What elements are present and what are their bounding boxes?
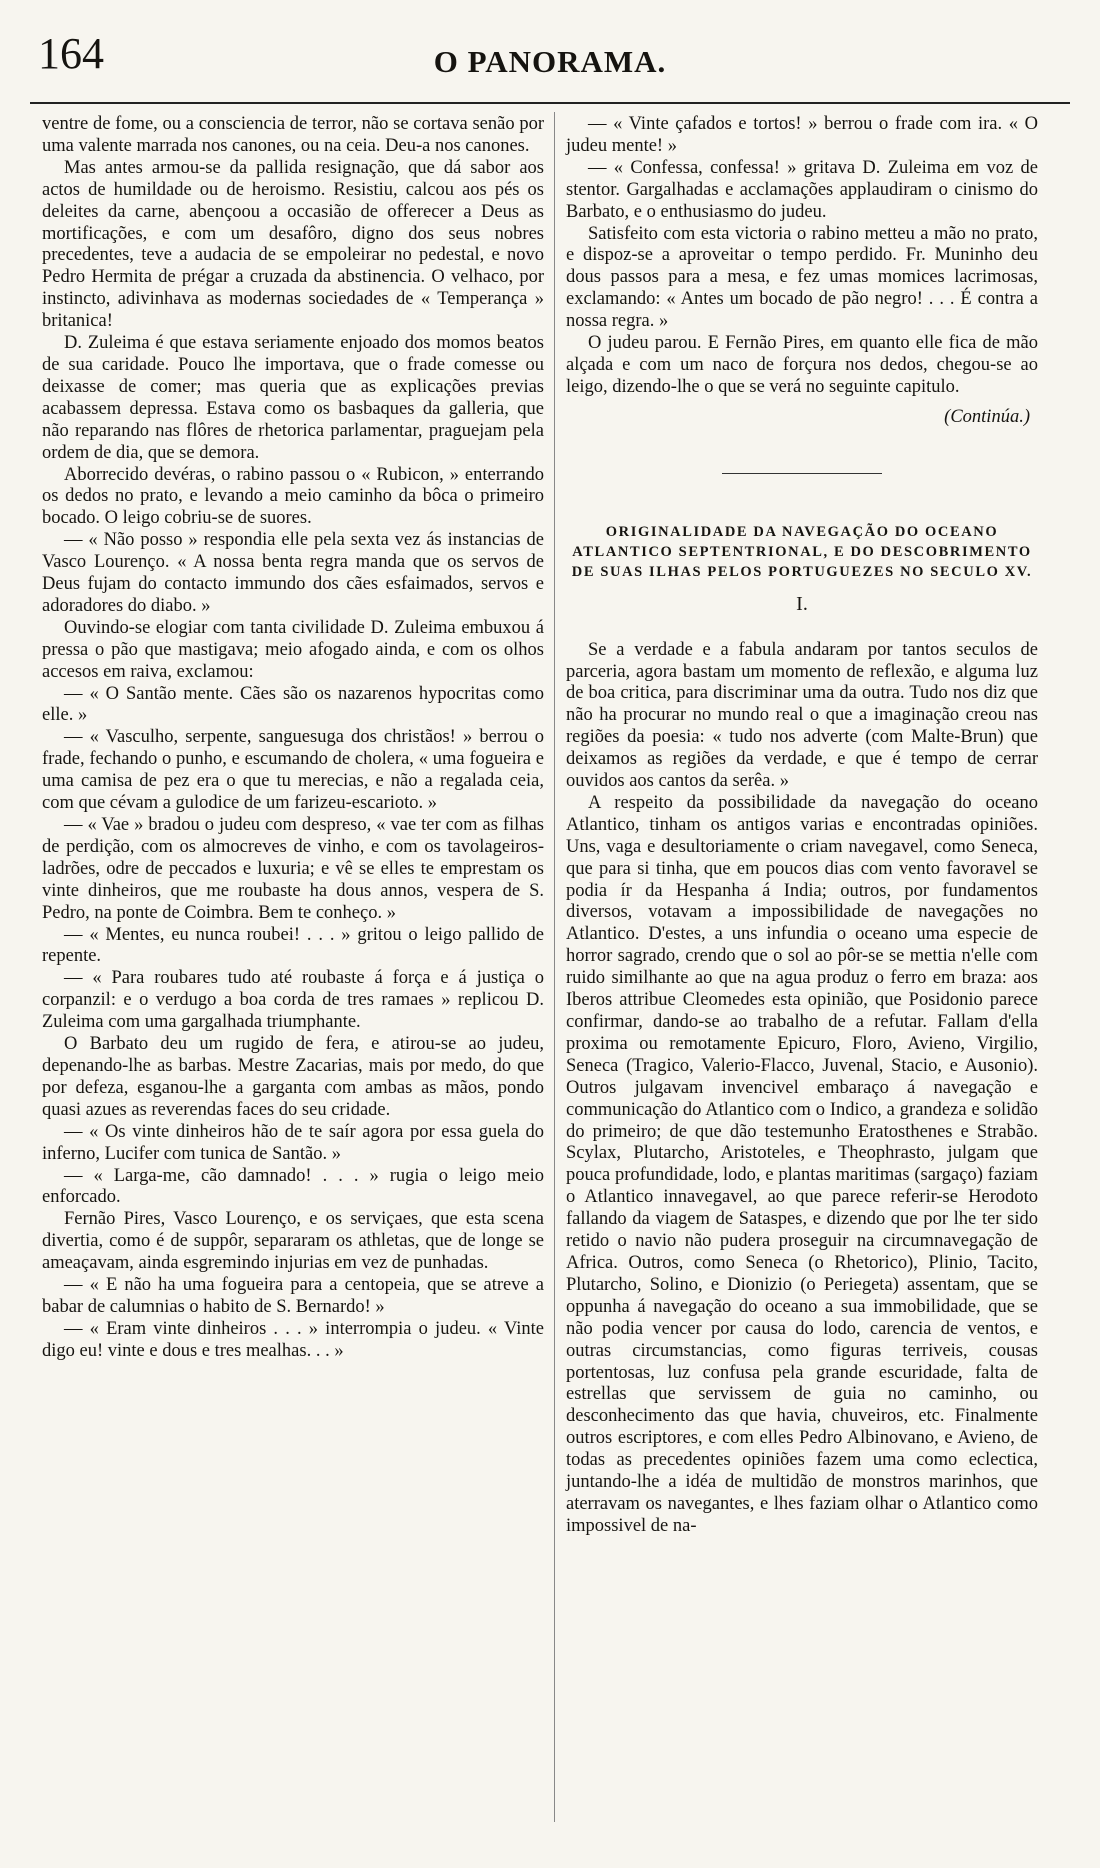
- paragraph: — « O Santão mente. Cães são os nazarenos hypocritas como elle. »: [42, 683, 544, 726]
- paragraph: — « Vae » bradou o judeu com despreso, « vae ter com as filhas de perdição, com os almocreves de vinho, e com os tavolageiros-ladrões, odre de peccados e luxuria; e vê se elles te emprestam os vinte dinheiros, que me roubaste ha dous annos, vespera de S. Pedro, na ponte de Coimbra. Bem te conheço. »: [42, 815, 544, 923]
- paragraph: D. Zuleima é que estava seriamente enjoado dos momos beatos de sua caridade. Pouco lhe importava, que o frade comesse ou deixasse de comer; mas queria que as explicações previas acabassem depressa. Estava como os basbaques da galleria, que não reparando nas flôres de rhetorica parlamentar, praguejam pela ordem de dia, que se demora.: [42, 333, 544, 463]
- paragraph: — « Não posso » respondia elle pela sexta vez ás instancias de Vasco Lourenço. « A nossa benta regra manda que os servos de Deus fujam do contacto immundo dos cães esfaimados, servos e adoradores do diabo. »: [42, 530, 544, 616]
- paragraph: — « Larga-me, cão damnado! . . . » rugia o leigo meio enforcado.: [42, 1165, 544, 1208]
- paragraph: — « Vinte çafados e tortos! » berrou o frade com ira. « O judeu mente! »: [566, 114, 1038, 156]
- paragraph: Mas antes armou-se da pallida resignação, que dá sabor aos actos de humildade ou de heroismo. Resistiu, calcou aos pés os deleites da carne, abençoou a occasião de offerecer a Deus as mortificações, e com um desafôro, digno dos seus nobres precedentes, teve a audacia de se empoleirar no pedestal, e novo Pedro Hermita de prégar a cruzada da abstinencia. O velhaco, por instincto, adivinhava as modernas sociedades de « Temperança » britanica!: [42, 157, 544, 332]
- paragraph: Fernão Pires, Vasco Lourenço, e os serviçaes, que esta scena divertia, como é de suppôr, separaram os athletas, que de longe se ameaçavam, ainda esgremindo injurias em vez de punhadas.: [42, 1209, 544, 1274]
- paragraph: Aborrecido devéras, o rabino passou o « Rubicon, » enterrando os dedos no prato, e levando a meio caminho da bôca o primeiro bocado. O leigo cobriu-se de suores.: [42, 464, 544, 529]
- paragraph: ventre de fome, ou a consciencia de terror, não se cortava senão por uma valente marrada nos canones, ou na ceia. Deu-a nos canones.: [42, 114, 544, 156]
- header-rule: [30, 102, 1070, 104]
- left-column: [42, 114, 544, 1363]
- page-number: 164: [38, 29, 104, 78]
- continua-note: (Continúa.): [944, 406, 1030, 427]
- paragraph: Se a verdade e a fabula andaram por tantos seculos de parceria, agora bastam um momento de reflexão, e alguma luz de boa critica, para discriminar uma da outra. Tudo nos diz que não ha procurar no mundo real o que a imaginação creou nas regiões da poesia: « tudo nos adverte (com Malte-Brun) que deixamos as regiões da verdade, e que é tempo de cerrar ouvidos aos cantos da serêa. »: [566, 639, 1038, 792]
- section-rule: [722, 473, 882, 474]
- paragraph: — « Confessa, confessa! » gritava D. Zuleima em voz de stentor. Gargalhadas e acclamações applaudiram o cinismo do Barbato, e o enthusiasmo do judeu.: [566, 157, 1038, 222]
- running-title: O PANORAMA.: [433, 44, 667, 79]
- paragraph: — « Para roubares tudo até roubaste á força e á justiça o corpanzil: e o verdugo a boa corda de tres ramaes » replicou D. Zuleima com uma gargalhada triumphante.: [42, 968, 544, 1033]
- paragraph: Ouvindo-se elogiar com tanta civilidade D. Zuleima embuxou á pressa o pão que mastigava; meio afogado ainda, e com os olhos accesos em raiva, exclamou:: [42, 617, 544, 682]
- article-title: ORIGINALIDADE DA NAVEGAÇÃO DO OCEANO ATLANTICO SEPTENTRIONAL, E DO DESCOBRIMENTO DE SUAS ILHAS PELOS PORTUGUEZES NO SECULO XV.: [571, 523, 1033, 580]
- paragraph: — « Os vinte dinheiros hão de te saír agora por essa guela do inferno, Lucifer com tunica de Santão. »: [42, 1121, 544, 1164]
- paragraph: — « E não ha uma fogueira para a centopeia, que se atreve a babar de calumnias o habito de S. Bernardo! »: [42, 1275, 544, 1317]
- column-divider: [554, 112, 555, 1822]
- paragraph: O judeu parou. E Fernão Pires, em quanto elle fica de mão alçada e com um naco de forçura nos dedos, chegou-se ao leigo, dizendo-lhe o que se verá no seguinte capitulo.: [566, 333, 1038, 397]
- paragraph: Satisfeito com esta victoria o rabino metteu a mão no prato, e dispoz-se a aproveitar o tempo perdido. Fr. Muninho deu dous passos para a mesa, e fez umas momices lacrimosas, exclamando: « Antes um bocado de pão negro! . . . É contra a nossa regra. »: [566, 223, 1038, 332]
- paragraph: — « Vasculho, serpente, sanguesuga dos christãos! » berrou o frade, fechando o punho, e escumando de cholera, « uma fogueira e uma camisa de pez era o que tu merecias, e não a regalada ceia, com que cévam a gulodice de um farizeu-escarioto. »: [42, 727, 544, 814]
- right-column: [566, 114, 1038, 1538]
- section-number: I.: [796, 592, 808, 615]
- paragraph: — « Eram vinte dinheiros . . . » interrompia o judeu. « Vinte digo eu! vinte e dous e tres mealhas. . . »: [42, 1318, 544, 1361]
- paragraph: A respeito da possibilidade da navegação do oceano Atlantico, tinham os antigos varias e encontradas opiniões. Uns, vaga e desultoriamente o criam navegavel, como Seneca, que para si tinha, que em poucos dias com vento favoravel se podia ír da Hespanha á India; outros, por fundamentos diversos, votavam a impossibilidade de navegações no Atlantico. D'estes, a uns infundia o oceano uma especie de horror sagrado, crendo que o sol ao pôr-se se mettia n'elle com ruido similhante ao que na agua produz o ferro em braza: aos Iberos attribue Cleomedes esta opinião, que Posidonio parece confirmar, dando-se ao trabalho de a refutar. Fallam d'ella proxima ou remotamente Epicuro, Floro, Avieno, Virgilio, Seneca (Tragico, Valerio-Flacco, Juvenal, Stacio, e Ausonio). Outros julgavam invencivel embaraço á navegação e communicação do Atlantico com o Indico, a grandeza e solidão do primeiro; de que dão testemunho Eratosthenes e Strabão. Scylax, Plutarcho, Aristoteles, e Theophrasto, julgam que pouca profundidade, lodo, e plantas maritimas (sargaço) faziam o Atlantico innavegavel, ao que parece referir-se Herodoto fallando da viagem de Sataspes, e dizendo que por lhe ter sido retido o navio não pudera proseguir na circumnavegação de Africa. Outros, como Seneca (o Rhetorico), Plinio, Tacito, Plutarcho, Solino, e Dionizio (o Periegeta) assentam, que se oppunha á navegação do oceano a sua immobilidade, que se não podia vencer por causa do lodo, carencia de ventos, e outras circumstancias, como figuras terriveis, cousas portentosas, luz confusa pela grande escuridade, falta de estrellas que servissem de guia no caminho, ou desconhecimento das que havia, chuveiros, etc. Finalmente outros escriptores, e com elles Pedro Albinovano, e Avieno, de todas as precedentes opiniões fazem uma como eclectica, juntando-lhe a idéa de multidão de monstros marinhos, que aterravam os navegantes, e lhes faziam olhar o Atlantico como impossivel de na-: [566, 792, 1038, 1536]
- paragraph: O Barbato deu um rugido de fera, e atirou-se ao judeu, depenando-lhe as barbas. Mestre Zacarias, mais por medo, do que por defeza, esganou-lhe a garganta com ambas as mãos, pondo quasi azues as reverendas faces do seu cridade.: [42, 1034, 544, 1120]
- paragraph: — « Mentes, eu nunca roubei! . . . » gritou o leigo pallido de repente.: [42, 924, 544, 967]
